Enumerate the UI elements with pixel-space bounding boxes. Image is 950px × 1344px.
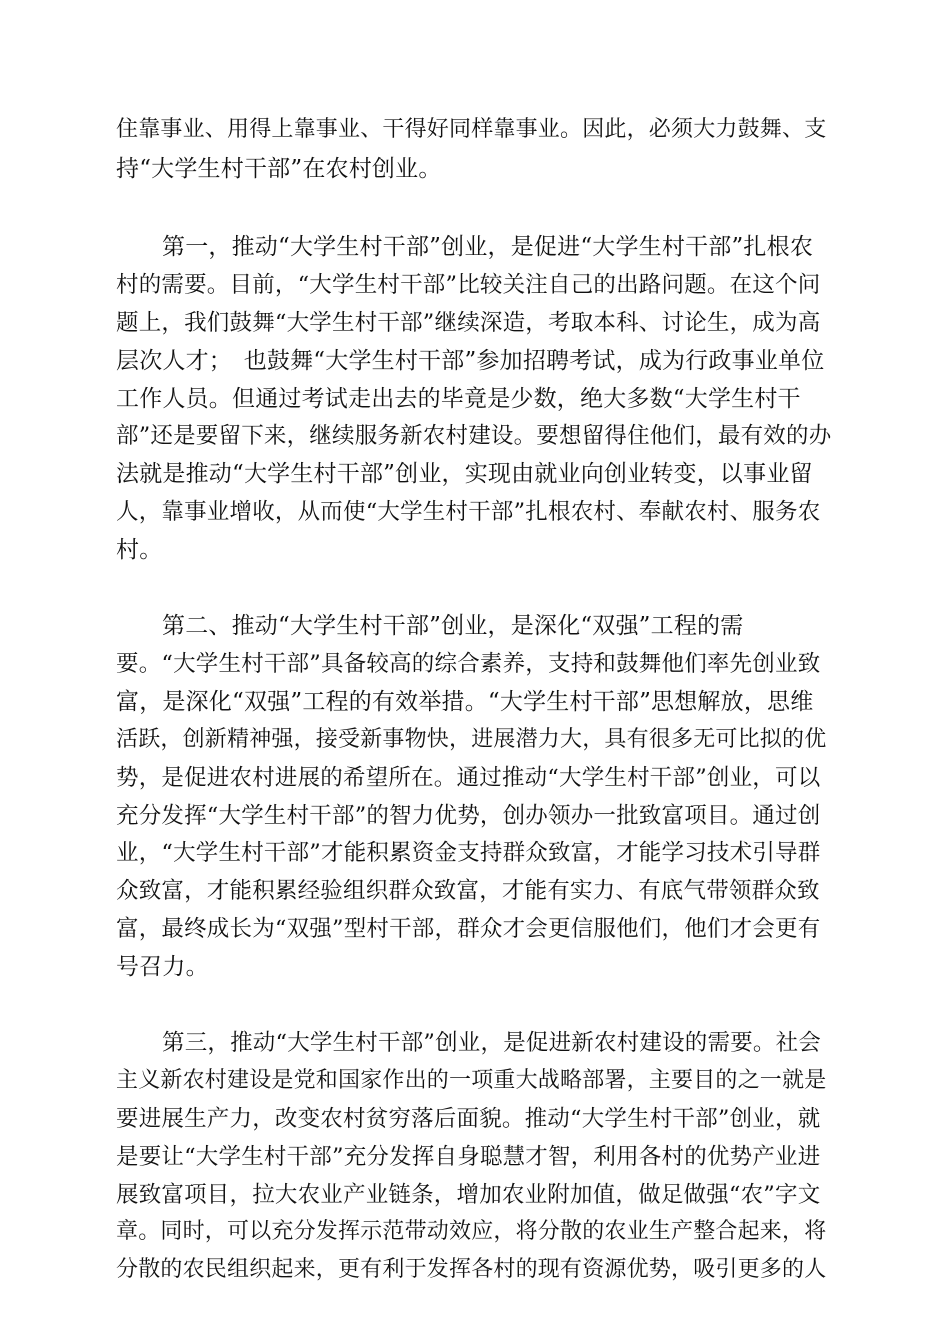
text-line: 持“大学生村干部”在农村创业。 — [116, 156, 442, 182]
text-line: 村的需要。目前，“大学生村干部”比较关注自己的出路问题。在这个问 — [116, 272, 821, 298]
text-line: 业，“大学生村干部”才能积累资金支持群众致富，才能学习技术引导群 — [116, 840, 821, 866]
text-line: 要进展生产力，改变农村贫穷落后面貌。推动“大学生村干部”创业，就 — [116, 1106, 821, 1132]
text-line: 主义新农村建设是党和国家作出的一项重大战略部署，主要目的之一就是 — [116, 1068, 827, 1093]
text-line: 分散的农民组织起来，更有利于发挥各村的现有资源优势，吸引更多的人 — [116, 1257, 827, 1282]
text-line: 人，靠事业增收，从而使“大学生村干部”扎根农村、奉献农村、服务农 — [116, 499, 821, 525]
text-line: 题上，我们鼓舞“大学生村干部”继续深造，考取本科、讨论生，成为高 — [116, 310, 821, 336]
text-line: 村。 — [116, 537, 163, 563]
text-line: 展致富项目，拉大农业产业链条，增加农业附加值，做足做强“农”字文 — [116, 1182, 821, 1208]
text-line: 富，最终成长为“双强”型村干部，群众才会更信服他们，他们才会更有 — [116, 916, 821, 942]
text-line: 第三，推动“大学生村干部”创业，是促进新农村建设的需要。社会 — [162, 1030, 822, 1056]
text-line: 层次人才； 也鼓舞“大学生村干部”参加招聘考试，成为行政事业单位 — [116, 348, 825, 374]
text-line: 众致富，才能积累经验组织群众致富，才能有实力、有底气带领群众致 — [116, 878, 820, 904]
text-line: 第一，推动“大学生村干部”创业，是促进“大学生村干部”扎根农 — [162, 234, 814, 260]
text-line: 工作人员。但通过考试走出去的毕竟是少数，绝大多数“大学生村干 — [116, 386, 801, 412]
text-line: 号召力。 — [116, 954, 209, 980]
text-line: 富，是深化“双强”工程的有效举措。“大学生村干部”思想解放，思维 — [116, 689, 814, 715]
text-line: 部”还是要留下来，继续服务新农村建设。要想留得住他们，最有效的办 — [116, 423, 832, 449]
text-line: 第二、推动“大学生村干部”创业，是深化“双强”工程的需 — [162, 613, 744, 639]
text-line: 势，是促进农村进展的希望所在。通过推动“大学生村干部”创业，可以 — [116, 765, 821, 791]
text-line: 活跃，创新精神强，接受新事物快，进展潜力大，具有很多无可比拟的优 — [116, 727, 827, 752]
text-line: 法就是推动“大学生村干部”创业，实现由就业向创业转变，以事业留 — [116, 461, 813, 487]
text-line: 住靠事业、用得上靠事业、干得好同样靠事业。因此，必须大力鼓舞、支 — [116, 117, 827, 142]
text-line: 充分发挥“大学生村干部”的智力优势，创办领办一批致富项目。通过创 — [116, 803, 821, 829]
text-line: 章。同时，可以充分发挥示范带动效应，将分散的农业生产整合起来，将 — [116, 1219, 827, 1244]
text-line: 是要让“大学生村干部”充分发挥自身聪慧才智，利用各村的优势产业进 — [116, 1144, 821, 1170]
text-line: 要。“大学生村干部”具备较高的综合素养，支持和鼓舞他们率先创业致 — [116, 651, 821, 677]
